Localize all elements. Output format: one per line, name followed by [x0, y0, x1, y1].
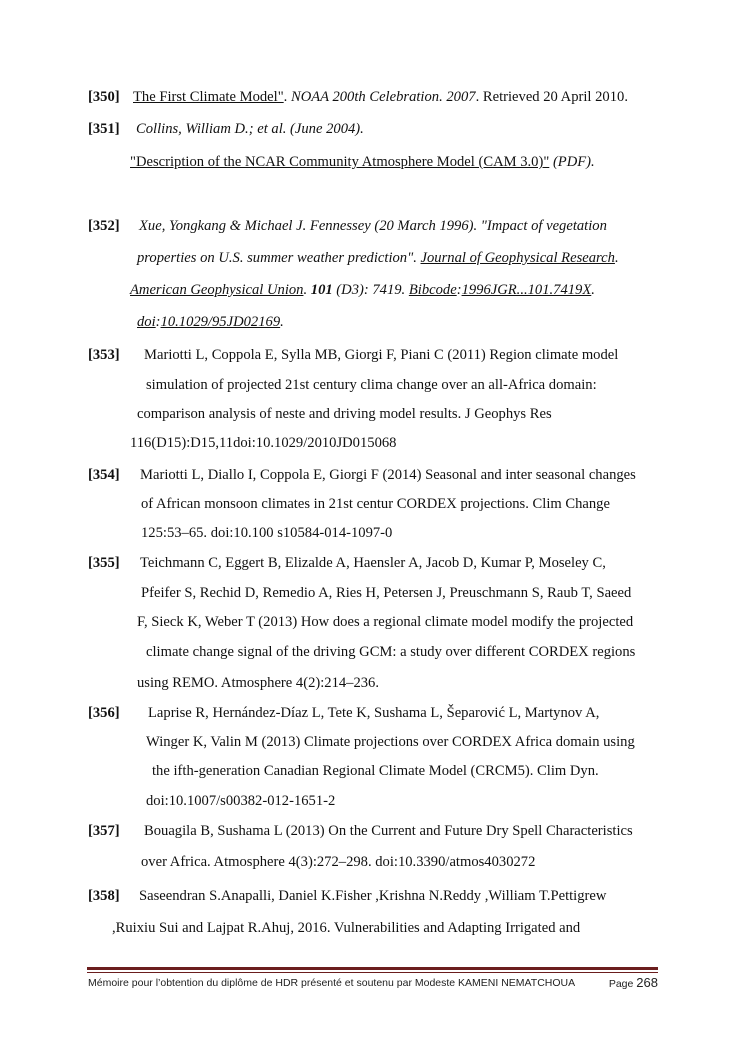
reference-line [144, 822, 633, 840]
reference-line [137, 405, 552, 423]
reference-number: [355] [88, 555, 120, 571]
reference-line [136, 120, 364, 138]
reference-text: Mariotti L, Coppola E, Sylla MB, Giorgi F, Piani C (2011) Region climate model [144, 347, 619, 363]
reference-line [130, 434, 396, 452]
reference-text: Pfeifer S, Rechid D, Remedio A, Ries H, Petersen J, Preuschmann S, Raub T, Saeed [141, 585, 632, 601]
reference-line [146, 792, 335, 810]
reference-text: 101 [310, 282, 333, 298]
reference-line [137, 613, 633, 631]
reference-link[interactable]: Bibcode [408, 282, 457, 298]
reference-text: comparison analysis of neste and driving model results. J Geophys Res [137, 406, 552, 422]
reference-text: Mariotti L, Diallo I, Coppola E, Giorgi F (2014) Seasonal and inter seasonal changes [140, 467, 636, 483]
reference-number: [357] [88, 823, 120, 839]
reference-line [141, 584, 631, 602]
page-number: 268 [636, 975, 658, 990]
reference-line [140, 554, 606, 572]
reference-number: [358] [88, 888, 120, 904]
reference-link[interactable]: 1996JGR...101.7419X [461, 282, 592, 298]
footer-page [609, 975, 658, 990]
reference-text: using REMO. Atmosphere 4(2):214–236. [137, 675, 380, 691]
footer-text: Mémoire pour l’obtention du diplôme de HDR présenté et soutenu par Modeste KAMENI NEMATCHOUA [88, 977, 576, 989]
page-footer [88, 977, 658, 989]
reference-line [137, 313, 284, 331]
reference-number: [353] [88, 347, 120, 363]
reference-line [139, 887, 606, 905]
reference-text: ,Ruixiu Sui and Lajpat R.Ahuj, 2016. Vulnerabilities and Adapting Irrigated and [112, 920, 581, 936]
reference-line [141, 853, 535, 871]
reference-text: Winger K, Valin M (2013) Climate projections over CORDEX Africa domain using [146, 734, 635, 750]
footer-rule-thick [87, 967, 658, 970]
reference-text: . [303, 282, 311, 298]
footer-rule-thin [87, 972, 658, 973]
reference-number: [356] [88, 705, 120, 721]
page-label: Page [608, 978, 634, 990]
reference-link[interactable]: American Geophysical Union [130, 282, 304, 298]
reference-line [139, 217, 607, 235]
reference-line [146, 643, 635, 661]
reference-text: properties on U.S. summer weather prediction". [137, 250, 421, 266]
reference-text: : [456, 282, 462, 298]
reference-text: 116(D15):D15,11doi:10.1029/2010JD015068 [130, 435, 397, 451]
reference-text: Laprise R, Hernández-Díaz L, Tete K, Sushama L, Šeparović L, Martynov A, [148, 705, 600, 721]
reference-link[interactable]: Journal of Geophysical Research [420, 250, 615, 266]
reference-text: Saseendran S.Anapalli, Daniel K.Fisher ,Krishna N.Reddy ,William T.Pettigrew [139, 888, 607, 904]
reference-text: Teichmann C, Eggert B, Elizalde A, Haensler A, Jacob D, Kumar P, Moseley C, [140, 555, 606, 571]
reference-text: . [283, 89, 291, 105]
reference-text: NOAA 200th Celebration. 2007 [290, 89, 476, 105]
reference-line [141, 495, 610, 513]
reference-line [137, 674, 379, 692]
reference-line [144, 346, 618, 364]
reference-text: simulation of projected 21st century clima change over an all-Africa domain: [146, 377, 597, 393]
reference-text: (D3): 7419. [332, 282, 409, 298]
reference-text: : [155, 314, 161, 330]
reference-line [137, 249, 619, 267]
reference-line [141, 524, 392, 542]
reference-text: Xue, Yongkang & Michael J. Fennessey (20 March 1996). "Impact of vegetation [139, 218, 607, 234]
reference-text: climate change signal of the driving GCM: a study over different CORDEX regions [146, 644, 636, 660]
reference-text: Collins, William D.; et al. (June 2004). [136, 121, 364, 137]
reference-line [140, 466, 636, 484]
reference-number: [354] [88, 467, 120, 483]
reference-text: (PDF). [549, 154, 595, 170]
reference-text: of African monsoon climates in 21st centur CORDEX projections. Clim Change [141, 496, 610, 512]
reference-line [152, 762, 599, 780]
reference-number: [352] [88, 218, 120, 234]
reference-line [130, 281, 595, 299]
reference-line [112, 919, 580, 937]
reference-line [133, 88, 628, 106]
reference-line [146, 376, 597, 394]
reference-line [146, 733, 635, 751]
reference-text: F, Sieck K, Weber T (2013) How does a regional climate model modify the projected [137, 614, 634, 630]
reference-line [148, 704, 599, 722]
reference-text: the ifth-generation Canadian Regional Climate Model (CRCM5). Clim Dyn. [152, 763, 599, 779]
reference-text: . [614, 250, 619, 266]
reference-text: doi:10.1007/s00382-012-1651-2 [146, 793, 336, 809]
reference-text: . [591, 282, 595, 298]
reference-number: [350] [88, 89, 120, 105]
reference-link[interactable]: "Description of the NCAR Community Atmosphere Model (CAM 3.0)" [130, 154, 550, 170]
reference-text: . Retrieved 20 April 2010. [475, 89, 628, 105]
reference-link[interactable]: 10.1029/95JD02169 [160, 314, 281, 330]
reference-link[interactable]: The First Climate Model" [133, 89, 284, 105]
reference-link[interactable]: doi [137, 314, 156, 330]
reference-text: Bouagila B, Sushama L (2013) On the Current and Future Dry Spell Characteristics [144, 823, 633, 839]
reference-text: . [280, 314, 284, 330]
reference-text: over Africa. Atmosphere 4(3):272–298. doi:10.3390/atmos4030272 [141, 854, 536, 870]
reference-line [130, 153, 595, 171]
reference-number: [351] [88, 121, 120, 137]
reference-text: 125:53–65. doi:10.100 s10584-014-1097-0 [141, 525, 393, 541]
